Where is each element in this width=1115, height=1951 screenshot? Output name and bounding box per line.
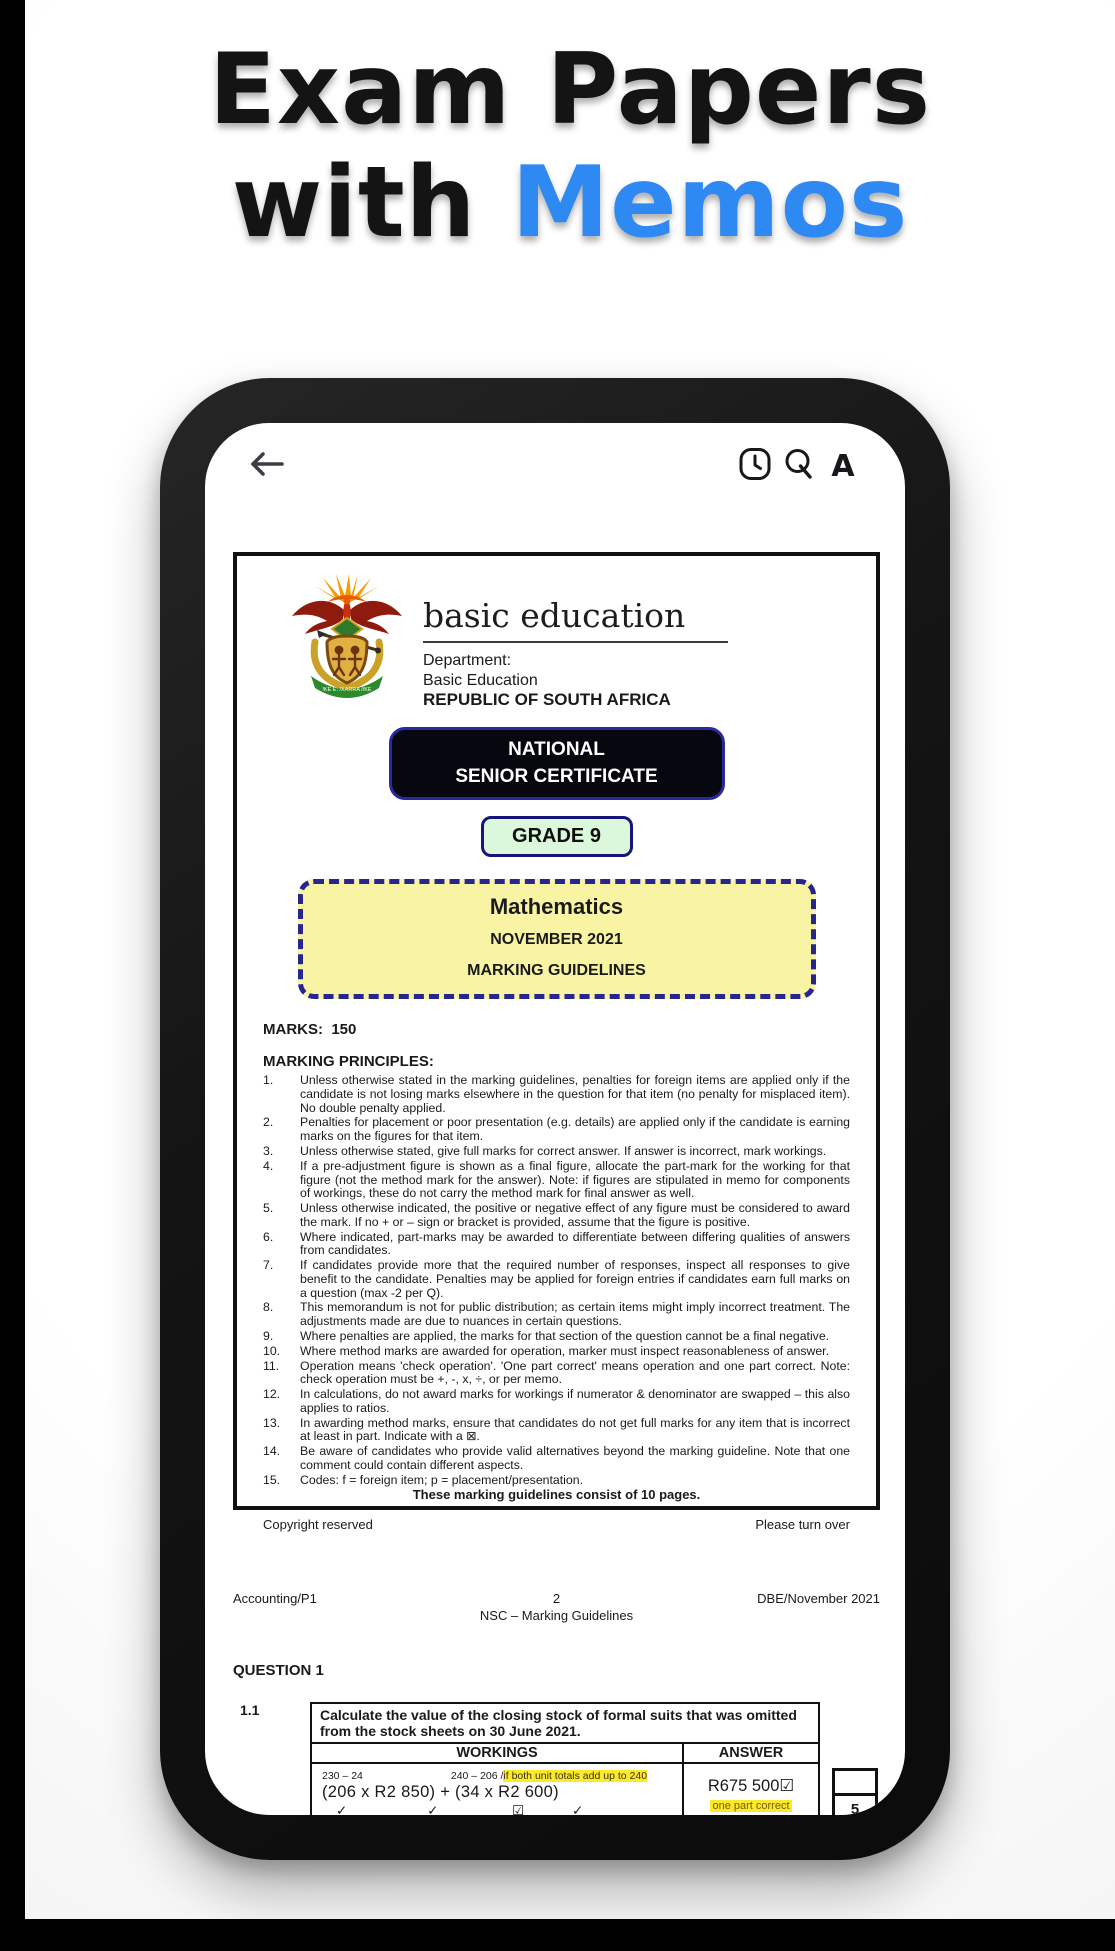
subject-box xyxy=(298,879,816,999)
principle-number: 13. xyxy=(263,1415,281,1430)
memo-table xyxy=(310,1702,820,1815)
workings-note-highlight: if both unit totals add up to 240 xyxy=(503,1769,648,1782)
nsc-line1: NATIONAL xyxy=(508,739,605,760)
principle-text: Unless otherwise indicated, the positive or negative effect of any figure must be considered to award the mark. If no + or – sign or bracket is provided, assume that the figure is positive. xyxy=(300,1201,850,1229)
document-type: MARKING GUIDELINES xyxy=(467,962,646,980)
principle-item xyxy=(263,1417,850,1445)
boxed-tick-icon: ☑ xyxy=(512,1802,525,1815)
principle-item xyxy=(263,1474,850,1488)
principle-text: If a pre-adjustment figure is shown as a final figure, allocate the part-mark for the working for that figure (not the method mark for the answer). Note: if figures are stipulated in memo for components of workings, these do not carry the method mark for final answer as well. xyxy=(300,1158,850,1201)
dept-line1: Department: xyxy=(423,652,512,669)
principle-text: If candidates provide more that the required number of responses, inspect all responses to give benefit to the candidate. Penalties may be applied for foreign entries if candidates earn full marks on a question (max -2 per Q). xyxy=(300,1258,850,1300)
page2-running-header xyxy=(233,1591,880,1625)
nsc-subtitle: NSC – Marking Guidelines xyxy=(479,1607,634,1623)
tick-icon: ✓ xyxy=(336,1802,348,1815)
back-arrow-icon xyxy=(246,447,288,486)
department-text-block xyxy=(423,574,728,713)
marking-principles-list xyxy=(263,1073,850,1487)
headline-line2 xyxy=(25,147,1115,260)
search-icon xyxy=(781,446,817,487)
answer-header: ANSWER xyxy=(683,1743,819,1763)
principle-text: In awarding method marks, ensure that candidates do not get full marks for any item that is incorrect at least in part. Indicate with a ⊠. xyxy=(300,1415,850,1444)
principle-text: Unless otherwise stated in the marking guidelines, penalties for foreign items are applied only if the candidate is not losing marks elsewhere in the question for that item (no penalty for misplaced item). No double penalty applied. xyxy=(300,1073,850,1115)
document-header xyxy=(287,574,850,713)
principle-item xyxy=(263,1202,850,1230)
dept-line3: REPUBLIC OF SOUTH AFRICA xyxy=(423,690,671,710)
principle-text: Where indicated, part-marks may be awarded to differentiate between differing qualities of answers from candidates. xyxy=(300,1229,850,1258)
principle-number: 4. xyxy=(263,1158,274,1173)
clock-icon xyxy=(737,446,773,487)
principle-number: 10. xyxy=(263,1343,281,1358)
exam-paper-page-2 xyxy=(233,1591,880,1815)
principle-number: 3. xyxy=(263,1144,274,1159)
marks-box-value: 5 xyxy=(850,1801,860,1815)
marking-ticks xyxy=(322,1803,672,1815)
history-button[interactable] xyxy=(733,444,777,488)
principle-item xyxy=(263,1160,850,1201)
question-heading: QUESTION 1 xyxy=(233,1661,324,1679)
phone-screen[interactable] xyxy=(205,423,905,1815)
grade-badge: GRADE 9 xyxy=(481,816,633,857)
marks-total: MARKS: 150 xyxy=(263,1021,357,1039)
principle-text: Penalties for placement or poor presentation (e.g. details) are applied only if the candidate is earning marks on the figures for that item. xyxy=(300,1115,850,1144)
page-count-note: These marking guidelines consist of 10 pages. xyxy=(412,1487,701,1503)
principle-item xyxy=(263,1360,850,1388)
principle-item xyxy=(263,1259,850,1300)
principle-number: 11. xyxy=(263,1358,280,1373)
subject-code: Accounting/P1 xyxy=(233,1591,317,1606)
principle-number: 5. xyxy=(263,1201,274,1216)
tick-icon: ✓ xyxy=(572,1802,584,1815)
principle-text: Operation means 'check operation'. 'One part correct' means operation and one part correct. Note: check operation must be +, -, x, ÷, or per memo. xyxy=(300,1358,850,1387)
question-text: Calculate the value of the closing stock of formal suits that was omitted from the stock sheets on 30 June 2021. xyxy=(311,1703,819,1743)
principle-item xyxy=(263,1231,850,1259)
dept-line2: Basic Education xyxy=(423,671,538,689)
principle-number: 14. xyxy=(263,1444,281,1459)
principle-number: 15. xyxy=(263,1472,281,1487)
principle-text: Where method marks are awarded for operation, marker must inspect reasonableness of answer. xyxy=(300,1343,830,1358)
principle-number: 9. xyxy=(263,1328,274,1343)
answer-note: one part correct xyxy=(712,1799,790,1812)
phone-mockup xyxy=(160,378,950,1860)
workings-cell xyxy=(311,1763,683,1815)
left-black-edge xyxy=(0,0,25,1951)
principle-item xyxy=(263,1330,850,1344)
principle-text: Codes: f = foreign item; p = placement/presentation. xyxy=(300,1472,583,1487)
answer-cell xyxy=(683,1763,819,1815)
principle-number: 6. xyxy=(263,1229,274,1244)
principle-item xyxy=(263,1074,850,1115)
back-button[interactable] xyxy=(245,444,289,488)
app-headline xyxy=(25,34,1115,260)
app-toolbar xyxy=(205,423,905,509)
principle-item xyxy=(263,1301,850,1329)
basic-education-wordmark: basic education xyxy=(423,596,728,643)
coat-of-arms-icon xyxy=(287,574,407,713)
workings-note-mid: 240 – 206 / xyxy=(450,1769,504,1782)
exam-session-ref: DBE/November 2021 xyxy=(757,1591,880,1606)
principle-item xyxy=(263,1445,850,1473)
text-size-button[interactable] xyxy=(821,444,865,488)
principle-item xyxy=(263,1345,850,1359)
text-size-icon: A xyxy=(831,448,855,484)
principle-number: 2. xyxy=(263,1115,274,1130)
workings-note-left: 230 – 24 xyxy=(322,1769,363,1782)
question-item-number: 1.1 xyxy=(240,1701,260,1718)
principle-item xyxy=(263,1116,850,1144)
principle-text: In calculations, do not award marks for workings if numerator & denominator are swapped – this also applies to ratios. xyxy=(300,1387,850,1415)
page-number: 2 xyxy=(552,1591,561,1606)
nsc-line2: SENIOR CERTIFICATE xyxy=(455,765,658,787)
principle-text: Where penalties are applied, the marks for that section of the question cannot be a final negative. xyxy=(300,1328,830,1343)
principle-number: 7. xyxy=(263,1258,274,1273)
headline-memos: Memos xyxy=(511,146,909,260)
svg-text:!KE E: /XARRA //KE: !KE E: /XARRA //KE xyxy=(322,687,372,693)
marking-principles-heading: MARKING PRINCIPLES: xyxy=(263,1053,434,1071)
copyright-note: Copyright reserved xyxy=(263,1517,373,1533)
answer-value: R675 500☑ xyxy=(707,1776,795,1795)
search-button[interactable] xyxy=(777,444,821,488)
headline-with: with xyxy=(231,146,512,260)
principle-item xyxy=(263,1388,850,1416)
subject-name: Mathematics xyxy=(489,894,624,920)
marks-allocation-box xyxy=(832,1768,878,1815)
bottom-black-bar xyxy=(0,1919,1115,1951)
principle-item xyxy=(263,1145,850,1159)
principle-text: This memorandum is not for public distribution; as certain items might imply incorrect treatment. The adjustments made are due to nuances in certain questions. xyxy=(300,1300,850,1329)
principle-text: Be aware of candidates who provide valid alternatives beyond the marking guideline. Note that one comment could contain different aspects. xyxy=(300,1444,850,1472)
principle-text: Unless otherwise stated, give full marks for correct answer. If answer is incorrect, mark workings. xyxy=(300,1144,827,1159)
workings-expression: (206 x R2 850) + (34 x R2 600) xyxy=(322,1782,559,1801)
nsc-badge xyxy=(389,727,725,800)
exam-paper-page-1 xyxy=(233,552,880,1533)
workings-header: WORKINGS xyxy=(311,1743,683,1763)
headline-line1: Exam Papers xyxy=(208,33,932,147)
principle-number: 1. xyxy=(263,1073,274,1088)
exam-session: NOVEMBER 2021 xyxy=(490,931,623,949)
principle-number: 12. xyxy=(263,1387,281,1402)
principle-number: 8. xyxy=(263,1300,274,1315)
turn-over-note: Please turn over xyxy=(755,1517,850,1533)
tick-icon: ✓ xyxy=(427,1802,439,1815)
marks-box-empty-cell xyxy=(835,1771,875,1796)
